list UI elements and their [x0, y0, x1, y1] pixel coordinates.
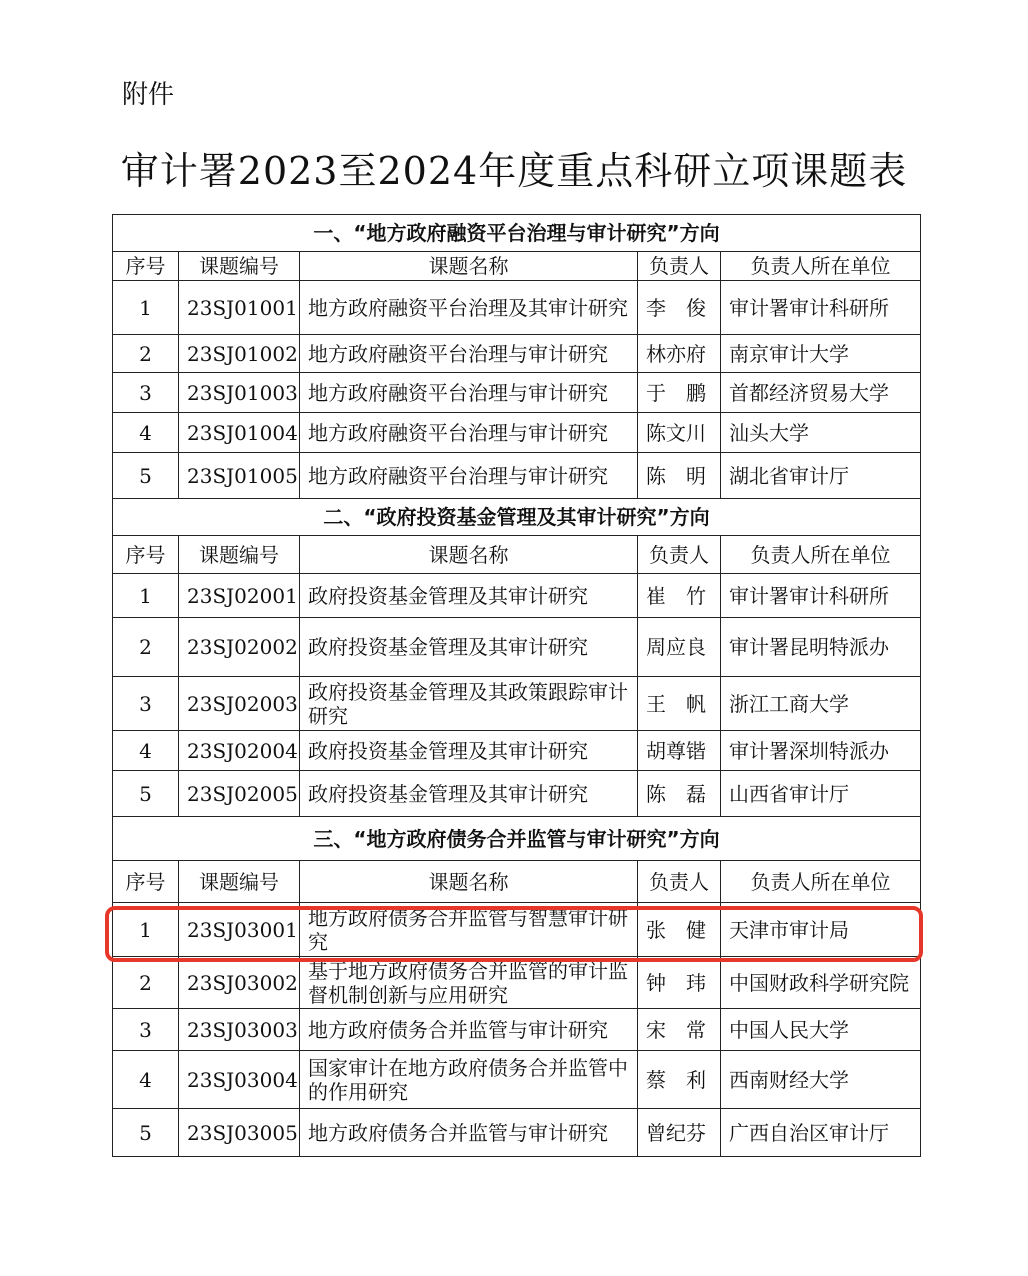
section-header: [113, 215, 921, 252]
attachment-label: 附件: [122, 80, 175, 110]
row-no: 1: [113, 574, 179, 618]
table-row: [113, 281, 921, 335]
row-no: 4: [113, 731, 179, 771]
column-header-row: [113, 252, 921, 281]
row-unit: 广西自治区审计厅: [721, 1109, 921, 1157]
project-table: [112, 214, 921, 1157]
row-no: 4: [113, 413, 179, 453]
header-no: 序号: [113, 252, 179, 281]
row-no: 1: [113, 903, 179, 957]
row-code: 23SJ02001: [179, 574, 300, 618]
table-row: [113, 373, 921, 413]
row-code: 23SJ01004: [179, 413, 300, 453]
row-name: 基于地方政府债务合并监管的审计监督机制创新与应用研究: [300, 957, 638, 1009]
row-name: 政府投资基金管理及其审计研究: [300, 618, 638, 677]
table-row: [113, 771, 921, 817]
row-leader: 崔 竹: [638, 574, 721, 618]
row-leader: 陈文川: [638, 413, 721, 453]
row-leader: 陈 磊: [638, 771, 721, 817]
row-name: 地方政府债务合并监管与审计研究: [300, 1009, 638, 1051]
row-unit: 审计署昆明特派办: [721, 618, 921, 677]
row-name: 地方政府债务合并监管与审计研究: [300, 1109, 638, 1157]
row-leader: 于 鹏: [638, 373, 721, 413]
header-unit: 负责人所在单位: [721, 536, 921, 574]
table-row: [113, 413, 921, 453]
column-header-row: [113, 536, 921, 574]
header-no: 序号: [113, 536, 179, 574]
column-header-row: [113, 861, 921, 903]
row-unit: 中国财政科学研究院: [721, 957, 921, 1009]
row-unit: 南京审计大学: [721, 335, 921, 373]
row-no: 2: [113, 618, 179, 677]
header-code: 课题编号: [179, 536, 300, 574]
row-code: 23SJ02004: [179, 731, 300, 771]
table-row: [113, 1009, 921, 1051]
section-header: [113, 499, 921, 536]
row-code: 23SJ01003: [179, 373, 300, 413]
row-name: 地方政府融资平台治理及其审计研究: [300, 281, 638, 335]
row-no: 4: [113, 1051, 179, 1109]
row-code: 23SJ03002: [179, 957, 300, 1009]
row-name: 政府投资基金管理及其政策跟踪审计研究: [300, 677, 638, 731]
table-row: [113, 453, 921, 499]
row-unit: 审计署审计科研所: [721, 281, 921, 335]
table-row: [113, 731, 921, 771]
row-leader: 蔡 利: [638, 1051, 721, 1109]
row-unit: 审计署审计科研所: [721, 574, 921, 618]
row-code: 23SJ03005: [179, 1109, 300, 1157]
header-code: 课题编号: [179, 252, 300, 281]
table-row: [113, 618, 921, 677]
row-leader: 曾纪芬: [638, 1109, 721, 1157]
row-name: 地方政府融资平台治理与审计研究: [300, 373, 638, 413]
row-name: 政府投资基金管理及其审计研究: [300, 574, 638, 618]
row-leader: 胡尊锴: [638, 731, 721, 771]
row-no: 3: [113, 677, 179, 731]
section-title: 一、“地方政府融资平台治理与审计研究”方向: [113, 215, 921, 252]
row-name: 地方政府融资平台治理与审计研究: [300, 335, 638, 373]
table-row: [113, 1109, 921, 1157]
section-title: 二、“政府投资基金管理及其审计研究”方向: [113, 499, 921, 536]
header-unit: 负责人所在单位: [721, 252, 921, 281]
row-code: 23SJ01002: [179, 335, 300, 373]
row-unit: 首都经济贸易大学: [721, 373, 921, 413]
row-leader: 张 健: [638, 903, 721, 957]
row-code: 23SJ02002: [179, 618, 300, 677]
row-leader: 陈 明: [638, 453, 721, 499]
row-no: 5: [113, 453, 179, 499]
row-no: 2: [113, 957, 179, 1009]
table-row: [113, 574, 921, 618]
row-name: 政府投资基金管理及其审计研究: [300, 771, 638, 817]
section-title: 三、“地方政府债务合并监管与审计研究”方向: [113, 817, 921, 861]
row-leader: 李 俊: [638, 281, 721, 335]
header-name: 课题名称: [300, 861, 638, 903]
row-no: 5: [113, 771, 179, 817]
header-no: 序号: [113, 861, 179, 903]
row-code: 23SJ03001: [179, 903, 300, 957]
row-code: 23SJ01001: [179, 281, 300, 335]
row-leader: 林亦府: [638, 335, 721, 373]
header-leader: 负责人: [638, 536, 721, 574]
table-row: [113, 335, 921, 373]
row-no: 3: [113, 1009, 179, 1051]
row-no: 2: [113, 335, 179, 373]
page-title: 审计署2023至2024年度重点科研立项课题表: [120, 149, 908, 193]
row-name: 国家审计在地方政府债务合并监管中的作用研究: [300, 1051, 638, 1109]
row-leader: 周应良: [638, 618, 721, 677]
row-name: 政府投资基金管理及其审计研究: [300, 731, 638, 771]
row-code: 23SJ02003: [179, 677, 300, 731]
row-name: 地方政府融资平台治理与审计研究: [300, 413, 638, 453]
row-name: 地方政府融资平台治理与审计研究: [300, 453, 638, 499]
header-unit: 负责人所在单位: [721, 861, 921, 903]
row-unit: 湖北省审计厅: [721, 453, 921, 499]
row-unit: 中国人民大学: [721, 1009, 921, 1051]
row-code: 23SJ03003: [179, 1009, 300, 1051]
row-no: 5: [113, 1109, 179, 1157]
row-unit: 浙江工商大学: [721, 677, 921, 731]
row-code: 23SJ01005: [179, 453, 300, 499]
table-row: [113, 903, 921, 957]
row-leader: 王 帆: [638, 677, 721, 731]
table-row: [113, 957, 921, 1009]
row-unit: 汕头大学: [721, 413, 921, 453]
row-unit: 山西省审计厅: [721, 771, 921, 817]
row-unit: 西南财经大学: [721, 1051, 921, 1109]
header-name: 课题名称: [300, 252, 638, 281]
table-row: [113, 677, 921, 731]
row-code: 23SJ02005: [179, 771, 300, 817]
row-code: 23SJ03004: [179, 1051, 300, 1109]
row-unit: 天津市审计局: [721, 903, 921, 957]
section-header: [113, 817, 921, 861]
header-name: 课题名称: [300, 536, 638, 574]
row-no: 3: [113, 373, 179, 413]
row-no: 1: [113, 281, 179, 335]
row-leader: 钟 玮: [638, 957, 721, 1009]
table-row: [113, 1051, 921, 1109]
header-leader: 负责人: [638, 861, 721, 903]
row-name: 地方政府债务合并监管与智慧审计研究: [300, 903, 638, 957]
header-code: 课题编号: [179, 861, 300, 903]
header-leader: 负责人: [638, 252, 721, 281]
row-unit: 审计署深圳特派办: [721, 731, 921, 771]
row-leader: 宋 常: [638, 1009, 721, 1051]
